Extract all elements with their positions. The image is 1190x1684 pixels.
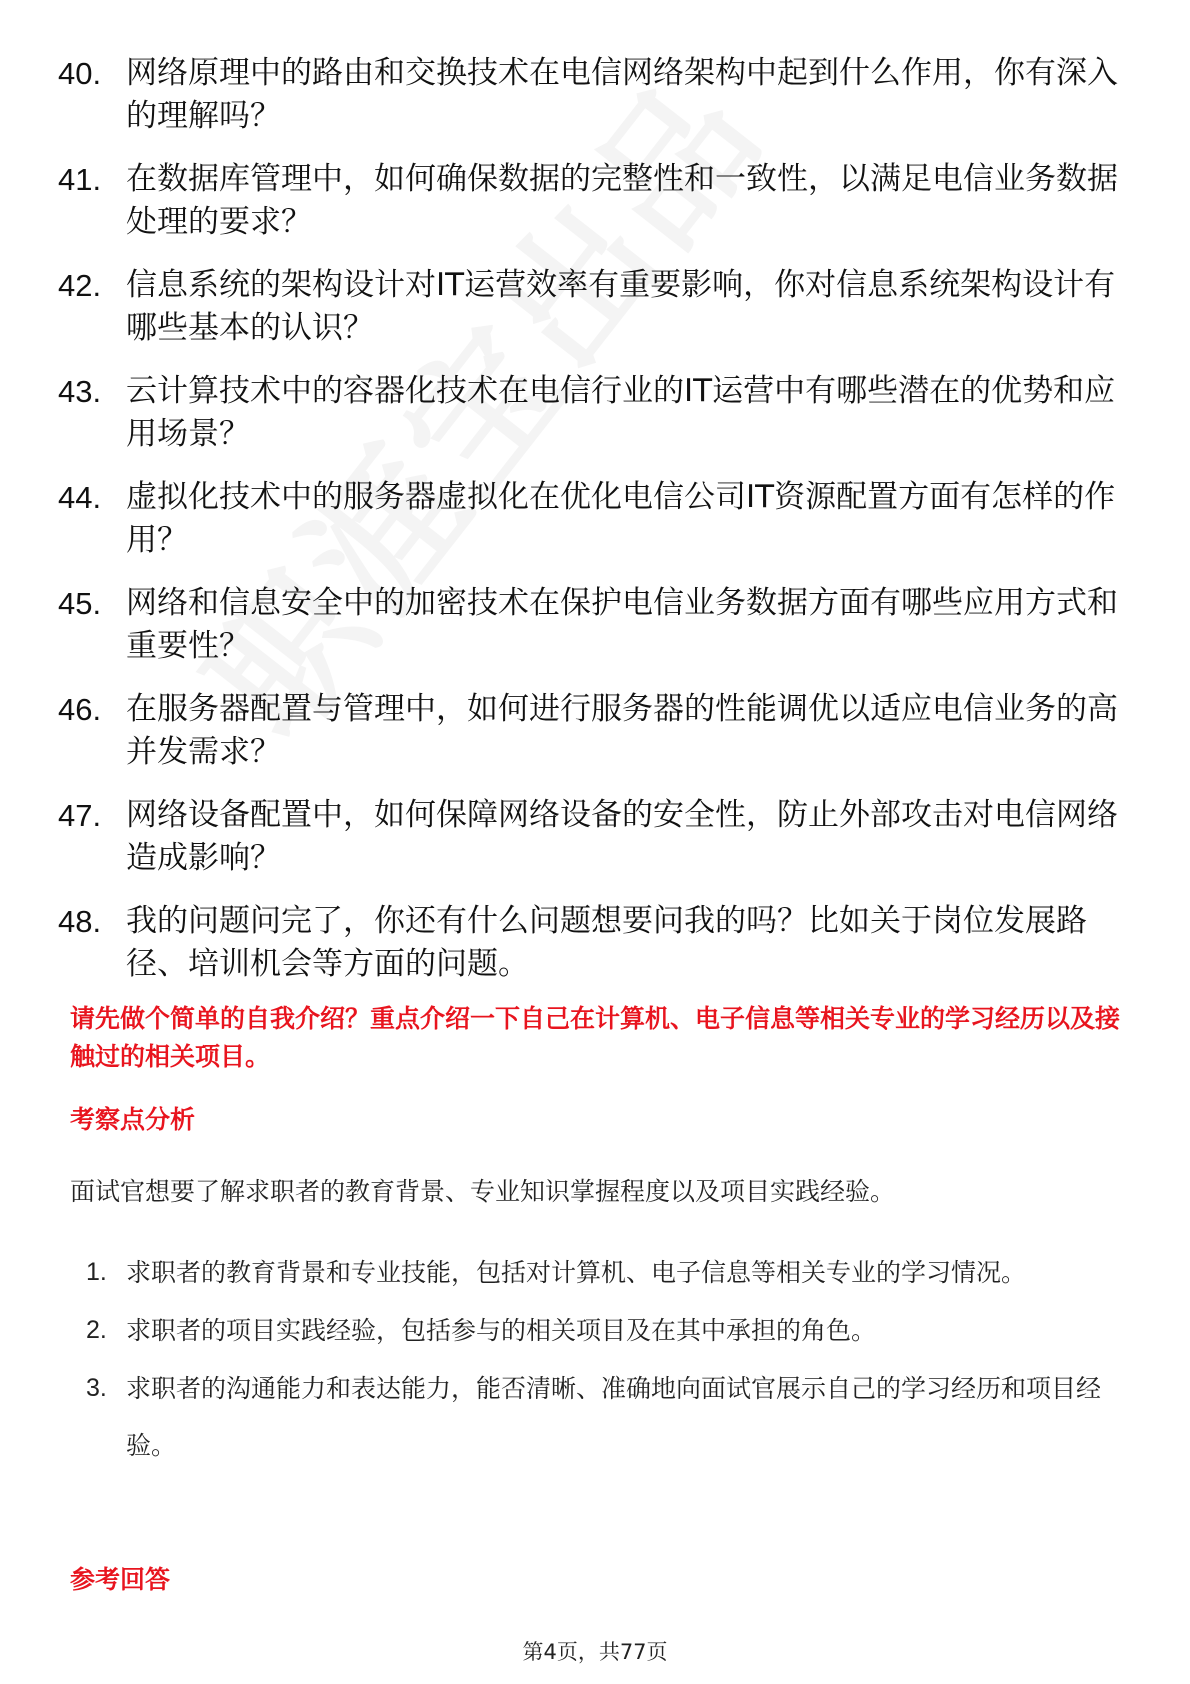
question-item (58, 264, 1138, 350)
analysis-point (86, 1302, 1131, 1359)
highlight-question: 请先做个简单的自我介绍？重点介绍一下自己在计算机、电子信息等相关专业的学习经历以及接触过的相关项目。 (70, 1004, 1121, 1071)
point-number: 2. (86, 1316, 107, 1344)
question-number: 48. (58, 904, 102, 939)
point-number: 1. (86, 1258, 107, 1286)
question-item (58, 476, 1138, 562)
question-text: 虚拟化技术中的服务器虚拟化在优化电信公司IT资源配置方面有怎样的作用？ (126, 479, 1116, 558)
question-item (58, 52, 1138, 138)
question-number: 41. (58, 162, 102, 197)
question-list (58, 52, 1138, 1006)
question-text: 我的问题问完了，你还有什么问题想要问我的吗？比如关于岗位发展路径、培训机会等方面的问题。 (126, 903, 1087, 982)
question-item (58, 582, 1138, 668)
question-item (58, 688, 1138, 774)
analysis-heading: 考察点分析 (70, 1105, 196, 1134)
question-item (58, 794, 1138, 880)
question-text: 网络设备配置中，如何保障网络设备的安全性，防止外部攻击对电信网络造成影响？ (126, 797, 1118, 876)
question-text: 云计算技术中的容器化技术在电信行业的IT运营中有哪些潜在的优势和应用场景？ (126, 373, 1116, 452)
question-number: 46. (58, 692, 102, 727)
question-item (58, 900, 1138, 986)
analysis-point (86, 1244, 1131, 1301)
question-item (58, 370, 1138, 456)
question-item (58, 158, 1138, 244)
question-number: 40. (58, 56, 102, 91)
analysis-point-list (86, 1244, 1131, 1475)
point-number: 3. (86, 1374, 107, 1402)
point-text: 求职者的教育背景和专业技能，包括对计算机、电子信息等相关专业的学习情况。 (126, 1258, 1027, 1287)
analysis-intro: 面试官想要了解求职者的教育背景、专业知识掌握程度以及项目实践经验。 (70, 1177, 896, 1206)
question-number: 42. (58, 268, 102, 303)
answer-heading: 参考回答 (70, 1565, 171, 1594)
question-text: 网络和信息安全中的加密技术在保护电信业务数据方面有哪些应用方式和重要性？ (126, 585, 1118, 664)
question-text: 在服务器配置与管理中，如何进行服务器的性能调优以适应电信业务的高并发需求？ (126, 691, 1118, 770)
question-text: 网络原理中的路由和交换技术在电信网络架构中起到什么作用，你有深入的理解吗？ (126, 55, 1118, 134)
question-number: 47. (58, 798, 102, 833)
analysis-point (86, 1360, 1131, 1474)
question-number: 43. (58, 374, 102, 409)
page-footer: 第4页，共77页 (522, 1640, 668, 1664)
question-number: 45. (58, 586, 102, 621)
question-text: 信息系统的架构设计对IT运营效率有重要影响，你对信息系统架构设计有哪些基本的认识？ (126, 267, 1116, 346)
point-text: 求职者的沟通能力和表达能力，能否清晰、准确地向面试官展示自己的学习经历和项目经验。 (126, 1374, 1102, 1460)
question-text: 在数据库管理中，如何确保数据的完整性和一致性，以满足电信业务数据处理的要求？ (126, 161, 1118, 240)
question-number: 44. (58, 480, 102, 515)
point-text: 求职者的项目实践经验，包括参与的相关项目及在其中承担的角色。 (126, 1316, 877, 1345)
